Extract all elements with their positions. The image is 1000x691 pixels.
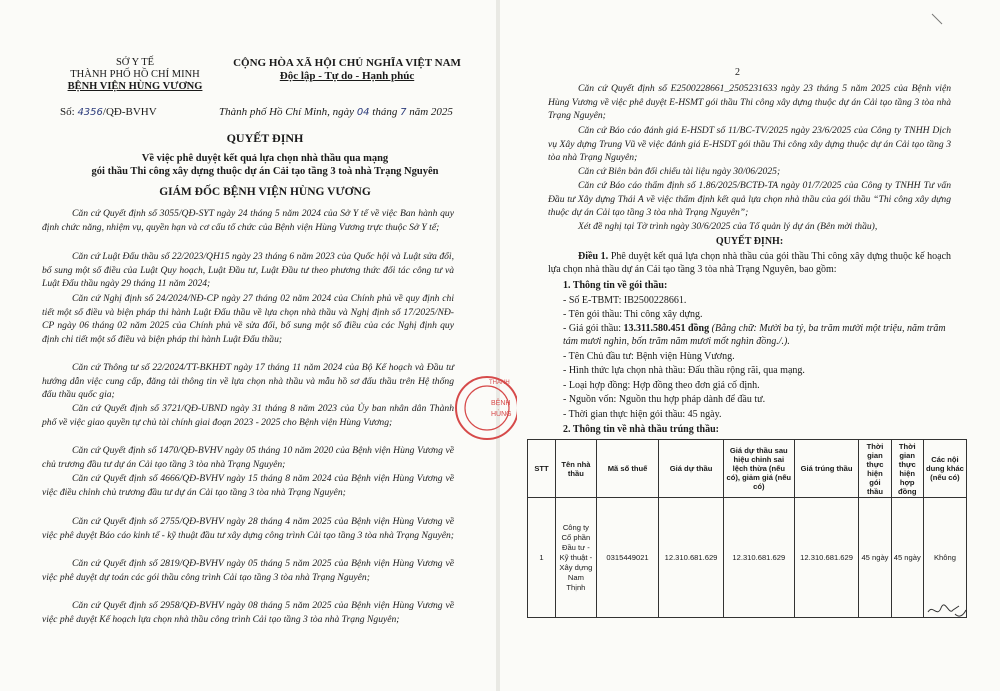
- item-package-name: - Tên gói thầu: Thi công xây dựng.: [563, 309, 703, 320]
- legal-basis-6: Căn cứ Quyết định số 1470/QĐ-BVHV ngày 05 tháng 10 năm 2020 của Bệnh viện Hùng Vương về chủ trương đầu tư dự án Cải tạo tầng 3 tòa nhà Trạng Nguyên;: [42, 445, 454, 470]
- item-investor: - Tên Chủ đầu tư: Bệnh viện Hùng Vương.: [563, 351, 735, 362]
- number-suffix: /QĐ-BVHV: [102, 106, 157, 118]
- legal-basis-4: Căn cứ Thông tư số 22/2024/TT-BKHĐT ngày 17 tháng 11 năm 2024 của Bộ Kế hoạch và Đầu tư hướng dẫn việc cung cấp, đăng tải thông tin về lựa chọn nhà thầu và mẫu hồ sơ đấu thầu trên Hệ thống đấu thầu quốc gia;: [42, 362, 454, 401]
- col-stt: STT: [528, 440, 556, 498]
- section-2-heading: 2. Thông tin về nhà thầu trúng thầu:: [563, 424, 719, 435]
- col-bidder-name: Tên nhà thầu: [555, 440, 596, 498]
- item-duration: - Thời gian thực hiện gói thầu: 45 ngày.: [563, 409, 722, 420]
- legal-basis-9: Căn cứ Quyết định số 2819/QĐ-BVHV ngày 05 tháng 5 năm 2025 của Bệnh viện Hùng Vương về việc phê duyệt dự toán các gói thầu công trình Cải tạo tầng 3 tòa nhà Trạng Nguyên;: [42, 558, 454, 583]
- agency-line-3: BỆNH VIỆN HÙNG VƯƠNG: [67, 81, 203, 92]
- col-tax-code: Mã số thuế: [596, 440, 658, 498]
- cell-bidder-name: Công ty Cổ phần Đầu tư - Kỹ thuật - Xây dựng Nam Thịnh: [555, 498, 596, 618]
- page2-basis-3: Căn cứ Biên bản đối chiếu tài liệu ngày 30/06/2025;: [578, 166, 781, 177]
- country-name: CỘNG HÒA XÃ HỘI CHỦ NGHĨA VIỆT NAM: [233, 57, 461, 69]
- legal-basis-2: Căn cứ Luật Đấu thầu số 22/2023/QH15 ngày 23 tháng 6 năm 2023 của Quốc hội và Luật sửa đổi, bổ sung một số điều của Luật Quy hoạch, Luật Đầu tư, Luật Đầu tư theo phương thức đối tác công tư và Luật Đấu thầu ngày 29 tháng 11 năm 2024;: [42, 251, 454, 290]
- cell-adjusted-price: 12.310.681.629: [723, 498, 794, 618]
- agency-header: [60, 57, 210, 93]
- table-row: [528, 498, 967, 618]
- cell-package-duration: 45 ngày: [859, 498, 891, 618]
- col-other-notes: Các nội dung khác (nếu có): [923, 440, 966, 498]
- official-seal: [447, 372, 517, 442]
- col-bid-price: Giá dự thầu: [659, 440, 724, 498]
- page2-basis-4: Căn cứ Báo cáo thẩm định số 1.86/2025/BCTĐ-TA ngày 01/7/2025 của Công ty TNHH Tư vấn Đầu tư Xây dựng Thái A về việc thẩm định kết quả lựa chọn nhà thầu của gói thầu “Thi công xây dựng thuộc dự án Cải tạo tầng 3 tòa nhà Trạng Nguyên”;: [548, 180, 951, 219]
- item-selection-form: - Hình thức lựa chọn nhà thầu: Đấu thầu rộng rãi, qua mạng.: [563, 365, 805, 376]
- cell-contract-duration: 45 ngày: [891, 498, 923, 618]
- document-number: [60, 106, 157, 118]
- agency-line-2: THÀNH PHỐ HỒ CHÍ MINH: [70, 69, 200, 80]
- price-in-words: (Bằng chữ: Mười ba tỷ, ba trăm mười một triệu, năm trăm tám mươi nghìn, bốn trăm năm mươi mốt nghìn đồng./.).: [563, 323, 946, 347]
- subject-line-2: gói thầu Thi công xây dựng thuộc dự án Cải tạo tầng 3 toà nhà Trạng Nguyên: [91, 166, 439, 177]
- seal-text-2: BỆNH: [491, 400, 511, 407]
- document-subject: [40, 152, 490, 178]
- col-contract-duration: Thời gian thực hiện hợp đồng: [891, 440, 923, 498]
- number-prefix: Số:: [60, 106, 75, 118]
- date-day-handwritten: 04: [356, 107, 370, 118]
- corner-mark-top: [930, 12, 944, 26]
- number-handwritten: 4356: [77, 107, 103, 118]
- cell-bid-price: 12.310.681.629: [659, 498, 724, 618]
- document-date: [219, 106, 453, 118]
- subject-line-1: Về việc phê duyệt kết quả lựa chọn nhà thầu qua mạng: [141, 153, 389, 164]
- document-title: QUYẾT ĐỊNH: [226, 131, 304, 145]
- decision-heading: QUYẾT ĐỊNH:: [715, 236, 784, 247]
- national-header: [232, 57, 462, 83]
- cell-tax-code: 0315449021: [596, 498, 658, 618]
- page-number: 2: [735, 67, 740, 78]
- item-funding: - Nguồn vốn: Nguồn thu hợp pháp dành để đầu tư.: [563, 394, 766, 405]
- legal-basis-7: Căn cứ Quyết định số 4666/QĐ-BVHV ngày 15 tháng 8 năm 2024 của Bệnh viện Hùng Vương về việc điều chỉnh chủ trương đầu tư dự án Cải tạo tầng 3 tòa nhà Trạng Nguyên;: [42, 473, 454, 498]
- page2-basis-5: Xét đề nghị tại Tờ trình ngày 30/6/2025 của Tổ quản lý dự án (Bên mời thầu),: [578, 221, 878, 232]
- cell-winning-price: 12.310.681.629: [794, 498, 859, 618]
- legal-basis-8: Căn cứ Quyết định số 2755/QĐ-BVHV ngày 28 tháng 4 năm 2025 của Bệnh viện Hùng Vương về việc phê duyệt Báo cáo kinh tế - kỹ thuật đầu tư xây dựng công trình Cải tạo tầng 3 tòa nhà Trạng Nguyên;: [42, 516, 454, 541]
- date-month-handwritten: 7: [400, 107, 407, 118]
- date-prefix: Thành phố Hồ Chí Minh, ngày: [219, 106, 355, 118]
- date-mid: tháng: [372, 106, 398, 118]
- item-package-price: [563, 322, 951, 348]
- item-contract-type: - Loại hợp đồng: Hợp đồng theo đơn giá cố định.: [563, 380, 760, 391]
- cell-other-notes: Không: [923, 498, 966, 618]
- cell-stt: 1: [528, 498, 556, 618]
- table-header-row: [528, 440, 967, 498]
- page2-basis-2: Căn cứ Báo cáo đánh giá E-HSDT số 11/BC-TV/2025 ngày 23/6/2025 của Công ty TNHH Dịch vụ Xây dựng Trung Vũ về việc đánh giá E-HSDT gói thầu Thi công xây dựng thuộc dự án Cải tạo tầng 3 tòa nhà Trạng Nguyên;: [548, 125, 951, 164]
- seal-text-1: THÀNH: [489, 380, 510, 386]
- legal-basis-1: Căn cứ Quyết định số 3055/QĐ-SYT ngày 24 tháng 5 năm 2024 của Sở Y tế về việc Ban hành quy định chức năng, nhiệm vụ, quyền hạn và cơ cấu tổ chức của Bệnh viện Hùng Vương trực thuộc Sở Y tế;: [42, 208, 454, 233]
- national-motto: Độc lập - Tự do - Hạnh phúc: [279, 70, 415, 82]
- section-1-heading: 1. Thông tin về gói thầu:: [563, 280, 668, 291]
- price-value: 13.311.580.451 đồng: [623, 323, 710, 334]
- date-suffix: năm 2025: [409, 106, 453, 118]
- article-1-text: Phê duyệt kết quả lựa chọn nhà thầu của gói thầu Thi công xây dựng thuộc kế hoạch lựa chọn nhà thầu dự án Cải tạo tầng 3 tòa nhà Trạng Nguyên, bao gồm:: [548, 251, 952, 276]
- initial-signature: [925, 598, 969, 624]
- col-adjusted-price: Giá dự thầu sau hiệu chỉnh sai lệch thừa (nếu có), giảm giá (nếu có): [723, 440, 794, 498]
- seal-text-3: HÙNG: [491, 411, 512, 418]
- winning-bidder-table: [527, 439, 967, 618]
- issuer-title: GIÁM ĐỐC BỆNH VIỆN HÙNG VƯƠNG: [159, 186, 371, 198]
- col-winning-price: Giá trúng thầu: [794, 440, 859, 498]
- agency-line-1: SỞ Y TẾ: [115, 57, 155, 68]
- item-tbmt: - Số E-TBMT: IB2500228661.: [563, 295, 687, 306]
- legal-basis-3: Căn cứ Nghị định số 24/2024/NĐ-CP ngày 27 tháng 02 năm 2024 của Chính phủ về quy định chi tiết một số điều và biện pháp thi hành Luật Đấu thầu về lựa chọn nhà thầu và Nghị định số 17/2025/NĐ-CP ngày 06 tháng 02 năm 2025 của Chính phủ về sửa đổi, bổ sung một số điều của các Nghị định quy định chi tiết một số điều và biện pháp thi hành Luật Đấu thầu;: [42, 293, 454, 345]
- article-1-label: Điều 1.: [578, 251, 609, 262]
- col-package-duration: Thời gian thực hiện gói thầu: [859, 440, 891, 498]
- legal-basis-5: Căn cứ Quyết định số 3721/QĐ-UBND ngày 31 tháng 8 năm 2023 của Ủy ban nhân dân Thành phố về việc giao quyền tự chủ tài chính giai đoạn 2023 - 2025 cho Bệnh viện Hùng Vương;: [42, 403, 454, 428]
- legal-basis-10: Căn cứ Quyết định số 2958/QĐ-BVHV ngày 08 tháng 5 năm 2025 của Bệnh viện Hùng Vương về việc phê duyệt Kế hoạch lựa chọn nhà thầu công trình Cải tạo tầng 3 tòa nhà Trạng Nguyên;: [42, 600, 454, 625]
- article-1: [548, 250, 951, 277]
- price-label: - Giá gói thầu:: [563, 323, 622, 334]
- page2-basis-1: Căn cứ Quyết định số E2500228661_2505231633 ngày 23 tháng 5 năm 2025 của Bệnh viện Hùng Vương về việc phê duyệt E-HSMT gói thầu Thi công xây dựng thuộc dự án Cải tạo tầng 3 tòa nhà Trạng Nguyên;: [548, 83, 951, 122]
